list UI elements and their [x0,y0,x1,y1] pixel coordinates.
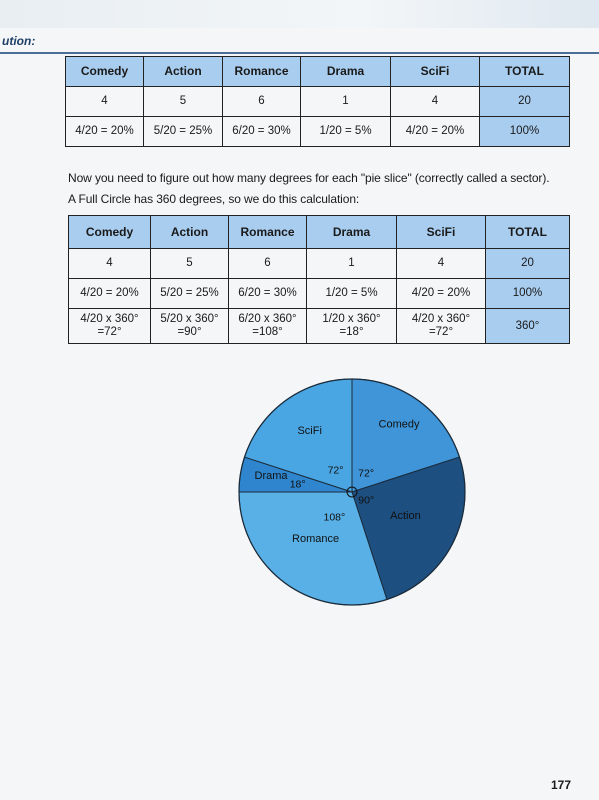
slice-degree-action: 90° [358,494,375,507]
table-cell [486,309,570,344]
table-cell: 6/20 = 30% [229,279,307,309]
table-header-cell: SciFi [391,57,480,87]
degree-total: 360° [515,319,540,332]
table-header-cell: Romance [229,216,307,249]
degree-result: =72° [97,326,122,338]
degree-formula: 4/20 x 360° [80,313,139,325]
table-row [66,87,570,117]
table-cell: 4 [397,249,486,279]
table-row [69,249,570,279]
table-cell [397,309,486,344]
table-header-row [69,216,570,249]
table-header-cell: SciFi [397,216,486,249]
table-cell: 1/20 = 5% [307,279,397,309]
table-cell: 5 [151,249,229,279]
table-header-cell: TOTAL [480,57,570,87]
degree-formula: 6/20 x 360° [238,313,297,325]
table-cell: 1 [301,87,391,117]
table-header-row [66,57,570,87]
table-header-cell: Drama [301,57,391,87]
table-cell: 6 [223,87,301,117]
table-row [66,117,570,147]
table-row [69,309,570,344]
section-heading: ution: [2,34,36,48]
heading-rule [0,52,599,54]
slice-label-comedy: Comedy [378,418,420,431]
table-cell: 5/20 = 25% [144,117,223,147]
table-cell: 4/20 = 20% [69,279,151,309]
genre-pie-chart [232,372,472,612]
instruction-line-1: Now you need to figure out how many degrees for each "pie slice" (correctly called a sector). [68,171,550,185]
instruction-line-2: A Full Circle has 360 degrees, so we do this calculation: [68,192,360,206]
table-cell: 1/20 = 5% [301,117,391,147]
table-cell: 100% [486,279,570,309]
slice-label-drama: Drama [254,470,288,483]
table-cell [151,309,229,344]
table-header-cell: Romance [223,57,301,87]
table-cell: 5 [144,87,223,117]
frequency-table [65,56,570,147]
degree-result: =72° [428,326,454,338]
table-cell: 4 [66,87,144,117]
table-header-cell: Action [144,57,223,87]
slice-degree-romance: 108° [323,511,346,524]
slice-degree-scifi: 72° [327,464,344,477]
table-cell: 100% [480,117,570,147]
table-cell: 4/20 = 20% [391,117,480,147]
degree-formula: 1/20 x 360° [322,313,381,325]
table-header-cell: Comedy [69,216,151,249]
table-cell: 6/20 = 30% [223,117,301,147]
degree-formula: 4/20 x 360° [411,313,471,325]
table-cell: 20 [480,87,570,117]
table-cell [229,309,307,344]
degree-result: =90° [177,326,202,338]
table-cell: 4 [69,249,151,279]
slice-degree-comedy: 72° [358,467,375,480]
slice-label-action: Action [390,510,421,523]
table-cell: 5/20 = 25% [151,279,229,309]
table-header-cell: Comedy [66,57,144,87]
slice-label-romance: Romance [292,533,340,546]
table-cell: 20 [486,249,570,279]
degrees-table [68,215,570,344]
degree-formula: 5/20 x 360° [160,313,219,325]
table-header-cell: Drama [307,216,397,249]
page-number: 177 [551,778,572,792]
table-cell: 1 [307,249,397,279]
degree-result: =108° [252,326,283,338]
table-cell [307,309,397,344]
table-cell: 4 [391,87,480,117]
table-header-cell: Action [151,216,229,249]
slice-label-scifi: SciFi [297,424,322,437]
table-cell: 4/20 = 20% [66,117,144,147]
table-cell [69,309,151,344]
page-top-band [0,0,599,28]
slice-degree-drama: 18° [289,478,306,491]
table-header-cell: TOTAL [486,216,570,249]
table-cell: 6 [229,249,307,279]
table-row [69,279,570,309]
table-cell: 4/20 = 20% [397,279,486,309]
degree-result: =18° [339,326,364,338]
